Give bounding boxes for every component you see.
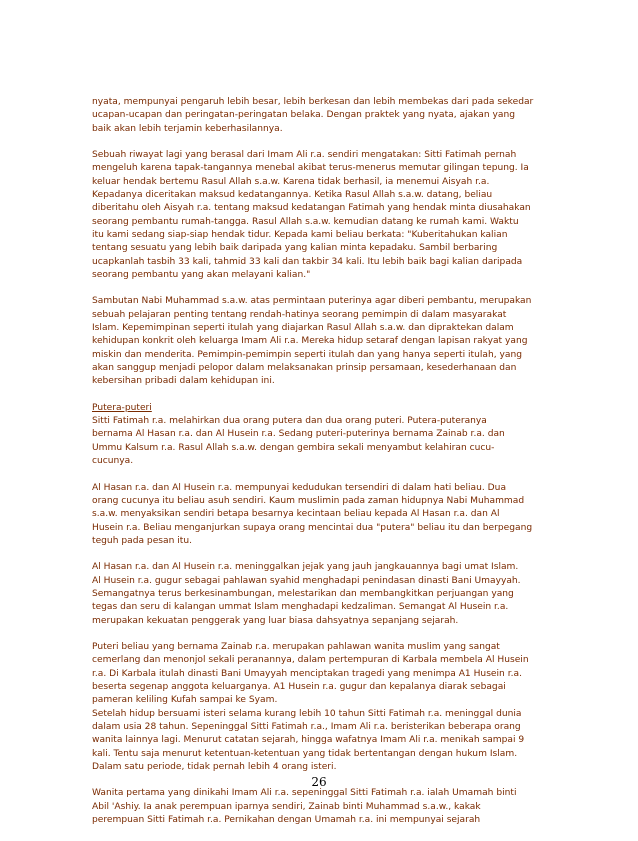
text-line: s.a.w. menyaksikan sendiri betapa besarnya kecintaan beliau kepada Al Hasan r.a. dan Al: [92, 509, 500, 520]
text-line: Al Husein r.a. gugur sebagai pahlawan syahid menghadapi penindasan dinasti Bani Umayyah.: [92, 575, 521, 586]
text-line: Semangatnya terus berkesinambungan, melestarikan dan membangkitkan perjuangan yang: [92, 588, 514, 599]
text-line: itu kami sedang siap-siap hendak tidur. Kepada kami beliau berkata: "Kuberitahukan kalian: [92, 229, 508, 240]
text-line: Puteri beliau yang bernama Zainab r.a. merupakan pahlawan wanita muslim yang sangat: [92, 642, 500, 653]
text-line: bernama Al Hasan r.a. dan Al Husein r.a. Sedang puteri-puterinya bernama Zainab r.a. dan: [92, 429, 505, 440]
paragraph: [92, 149, 554, 282]
text-line: dalam usia 28 tahun. Sepeninggal Sitti Fatimah r.a., Imam Ali r.a. beristerikan beberapa orang: [92, 721, 521, 732]
text-line: Husein r.a. Beliau menganjurkan supaya orang mencintai dua "putera" beliau itu dan berpegang: [92, 522, 533, 533]
text-line: baik akan lebih terjamin keberhasilannya.: [92, 123, 283, 134]
paragraph: [92, 641, 554, 774]
paragraph: [92, 561, 554, 627]
page-number: 26: [311, 775, 327, 789]
text-line: miskin dan menderita. Pemimpin-pemimpin seperti itulah dan yang hanya seperti itulah, yang: [92, 349, 523, 360]
text-line: kali. Tentu saja menurut ketentuan-ketentuan yang tidak bertentangan dengan hukum Islam.: [92, 748, 518, 759]
text-line: Islam. Kepemimpinan seperti itulah yang diajarkan Rasul Allah s.a.w. dan dipraktekan dalam: [92, 323, 514, 334]
text-line: seorang pembantu yang akan melayani kalian.": [92, 269, 311, 280]
text-line: sebuah pelajaran penting tentang rendah-hatinya seorang pemimpin di dalam masyarakat: [92, 309, 507, 320]
text-line: ucapkanlah tasbih 33 kali, tahmid 33 kali dan takbir 34 kali. Itu lebih baik bagi kalian daripada: [92, 256, 523, 267]
text-line: cemerlang dan menonjol sekali peranannya, dalam pertempuran di Karbala membela Al Husein: [92, 655, 529, 666]
text-line: wanita lainnya lagi. Menurut catatan sejarah, hingga wafatnya Imam Ali r.a. menikah sampai 9: [92, 735, 525, 746]
text-line: diberitahu oleh Aisyah r.a. tentang maksud kedatangan Fatimah yang hendak minta diusahakan: [92, 203, 531, 214]
text-line: tentang sesuatu yang lebih baik daripada yang kalian minta kepadaku. Sambil berbaring: [92, 243, 498, 254]
paragraph: [92, 787, 554, 827]
text-line: Wanita pertama yang dinikahi Imam Ali r.a. sepeninggal Sitti Fatimah r.a. ialah Umamah binti: [92, 788, 517, 799]
text-line: perempuan Sitti Fatimah r.a. Pernikahan dengan Umamah r.a. ini mempunyai sejarah: [92, 815, 481, 826]
text-line: orang cucunya itu beliau asuh sendiri. Kaum muslimin pada zaman hidupnya Nabi Muhammad: [92, 495, 525, 506]
text-line: tegas dan seru di kalangan ummat Islam menghadapi kedzaliman. Semangat Al Husein r.a.: [92, 602, 509, 613]
text-line: Kepadanya diceritakan maksud kedatangannya. Ketika Rasul Allah s.a.w. datang, beliau: [92, 190, 493, 201]
text-line: Al Hasan r.a. dan Al Husein r.a. mempunyai kedudukan tersendiri di dalam hati beliau. Dua: [92, 482, 507, 493]
text-line: mengeluh karena tapak-tangannya menebal akibat terus-menerus memutar gilingan tepung. Ia: [92, 163, 529, 174]
text-line: r.a. Di Karbala itulah dinasti Bani Umayyah menciptakan tragedi yang menimpa A1 Husein r.a.: [92, 668, 522, 679]
text-line: Sebuah riwayat lagi yang berasal dari Imam Ali r.a. sendiri mengatakan: Sitti Fatimah pernah: [92, 150, 517, 161]
text-line: beserta segenap anggota keluarganya. A1 Husein r.a. gugur dan kepalanya diarak sebagai: [92, 682, 506, 693]
text-line: cucunya.: [92, 456, 134, 467]
text-line: teguh pada pesan itu.: [92, 535, 193, 546]
text-line: Ummu Kalsum r.a. Rasul Allah s.a.w. dengan gembira sekali menyambut kelahiran cucu-: [92, 442, 495, 453]
text-line: Sitti Fatimah r.a. melahirkan dua orang putera dan dua orang puteri. Putera-puteranya: [92, 416, 487, 427]
text-line: nyata, mempunyai pengaruh lebih besar, lebih berkesan dan lebih membekas dari pada sekedar: [92, 97, 534, 107]
text-line: keluar hendak bertemu Rasul Allah s.a.w. Karena tidak berhasil, ia menemui Aisyah r.a.: [92, 176, 490, 187]
text-line: Setelah hidup bersuami isteri selama kurang lebih 10 tahun Sitti Fatimah r.a. meninggal dunia: [92, 708, 522, 719]
document-body: [92, 96, 554, 841]
text-line: Sambutan Nabi Muhammad s.a.w. atas permintaan puterinya agar diberi pembantu, merupakan: [92, 296, 532, 307]
text-line: pameran keliling Kufah sampai ke Syam.: [92, 695, 278, 706]
paragraph: [92, 482, 554, 548]
text-line: seorang pembantu rumah-tangga. Rasul Allah s.a.w. kemudian datang ke rumah kami. Waktu: [92, 216, 519, 227]
section-heading: Putera-puteri: [92, 402, 152, 413]
text-line: Al Hasan r.a. dan Al Husein r.a. meninggalkan jejak yang jauh jangkauannya bagi umat Islam.: [92, 562, 519, 573]
text-line: Abil 'Ashiy. Ia anak perempuan iparnya sendiri, Zainab binti Muhammad s.a.w., kakak: [92, 801, 481, 812]
text-line: Dalam satu periode, tidak pernah lebih 4 orang isteri.: [92, 761, 337, 772]
paragraph: [92, 96, 554, 136]
text-line: kehidupan konkrit oleh keluarga Imam Ali r.a. Mereka hidup setaraf dengan lapisan rakyat yang: [92, 336, 528, 347]
text-line: kebersihan pribadi dalam kehidupan ini.: [92, 376, 275, 387]
text-line: ucapan-ucapan dan peringatan-peringatan belaka. Dengan praktek yang nyata, ajakan yang: [92, 110, 515, 121]
paragraph: [92, 295, 554, 388]
text-line: merupakan kekuatan penggerak yang luar biasa dahsyatnya sepanjang sejarah.: [92, 615, 459, 626]
text-line: akan sanggup menjadi pelopor dalam melaksanakan prinsip persamaan, kesederhanaan dan: [92, 362, 517, 373]
section-putera-puteri: [92, 402, 554, 468]
